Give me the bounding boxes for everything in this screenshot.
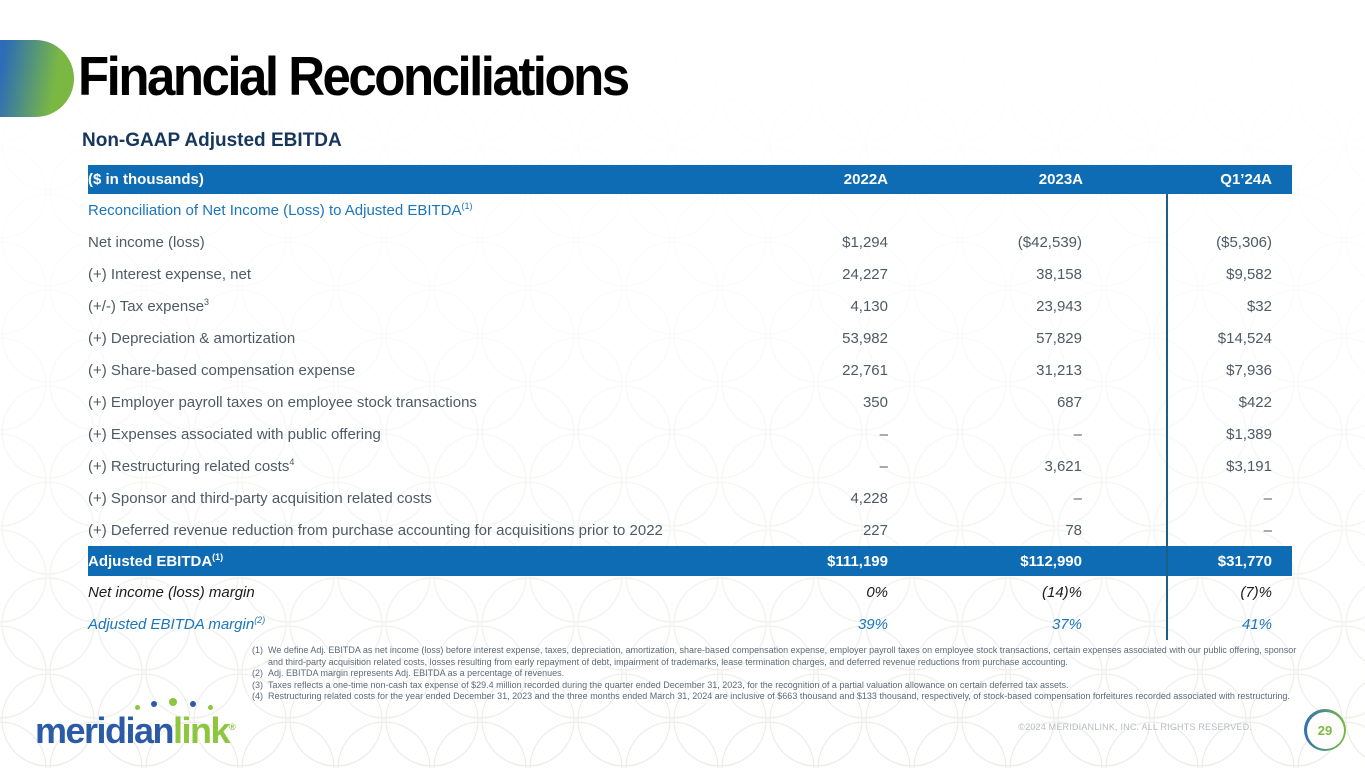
footnote-number: (2) [252, 668, 263, 678]
row-value: 38,158 [1036, 265, 1082, 283]
row-value: (14)% [1041, 583, 1082, 601]
row-value: ($42,539) [1017, 233, 1082, 251]
footnote-item [252, 680, 1302, 692]
row-value: 22,761 [842, 361, 888, 379]
row-value: – [879, 457, 888, 475]
page-number-badge [1304, 709, 1346, 751]
row-value: $14,524 [1167, 322, 1292, 354]
table-header-row [88, 165, 1292, 194]
logo-wordmark: meridianlink® [35, 710, 235, 751]
row-value [972, 194, 1167, 226]
row-value: 37% [1051, 615, 1082, 633]
row-label: (+) Expenses associated with public offering [88, 425, 381, 443]
table-row [88, 418, 1292, 450]
row-value: ($5,306) [1167, 226, 1292, 258]
total-row-label: Adjusted EBITDA$^{(1)}$ [88, 546, 768, 576]
row-value: $31,770 [1167, 546, 1292, 576]
row-value: 78 [1065, 521, 1082, 539]
footnote-number: (4) [252, 691, 263, 701]
row-value: 53,982 [842, 329, 888, 347]
row-value: 687 [1056, 393, 1082, 411]
table-row [88, 608, 1292, 640]
row-value: 31,213 [1036, 361, 1082, 379]
table-row [88, 450, 1292, 482]
row-value [1167, 194, 1292, 226]
footnotes [252, 645, 1302, 703]
footnote-text: Taxes reflects a one-time non-cash tax expense of $29.4 million recorded during the quarter ended December 31, 2023, for the recognition of a partial valuation allowance on certain deferred tax assets. [268, 679, 1069, 690]
row-value: 227 [862, 521, 888, 539]
row-value: $1,389 [1167, 418, 1292, 450]
footnote-item [252, 668, 1302, 680]
page-title: Financial Reconciliations [78, 45, 628, 107]
row-label: Adjusted EBITDA margin$^{(2)}$ [88, 614, 266, 633]
row-label: (+) Share-based compensation expense [88, 361, 356, 379]
copyright-notice: ©2024 MERIDIANLINK, INC. ALL RIGHTS RESERVED. [1018, 722, 1252, 732]
footnote-item [252, 645, 1302, 668]
row-value: 4,228 [850, 489, 888, 507]
table-row [88, 258, 1292, 290]
table-row [88, 482, 1292, 514]
section-label: Reconciliation of Net Income (Loss) to Adjusted EBITDA$^{(1)}$ [88, 200, 473, 219]
column-header-2022: 2022A [768, 165, 972, 194]
footnote-text: We define Adj. EBITDA as net income (loss) before interest expense, taxes, depreciation, amortization, share-based compensation expense, employer payroll taxes on employee stock transactions, certain expenses associated with our public offering, sponsor and third-party acquisition related costs, losses resulting from early repayment of debt, impairment of trademarks, lease termination charges, and deferred revenue reductions from purchase accounting. [268, 645, 1297, 667]
units-label: ($ in thousands) [88, 165, 768, 194]
row-value: $112,990 [972, 546, 1167, 576]
row-value: $111,199 [768, 546, 972, 576]
table-row [88, 514, 1292, 546]
table-row [88, 322, 1292, 354]
table-row [88, 546, 1292, 576]
row-value: – [879, 425, 888, 443]
row-value: 3,621 [1044, 457, 1082, 475]
row-value: 39% [857, 615, 888, 633]
table-row [88, 226, 1292, 258]
row-value: 4,130 [850, 297, 888, 315]
section-subtitle: Non-GAAP Adjusted EBITDA [82, 130, 342, 151]
row-value: – [1073, 425, 1082, 443]
column-header-2023: 2023A [972, 165, 1167, 194]
row-value: 0% [866, 583, 888, 601]
row-value: 350 [862, 393, 888, 411]
table-row [88, 290, 1292, 322]
table-row [88, 194, 1292, 226]
row-label: (+) Sponsor and third-party acquisition related costs [88, 489, 432, 507]
row-value: $9,582 [1167, 258, 1292, 290]
row-value: $32 [1167, 290, 1292, 322]
column-header-q124: Q1’24A [1167, 165, 1292, 194]
row-value [768, 194, 972, 226]
ebitda-reconciliation-table [88, 165, 1292, 640]
table-body [88, 194, 1292, 640]
row-value: 23,943 [1036, 297, 1082, 315]
row-value: $7,936 [1167, 354, 1292, 386]
page-number: 29 [1307, 712, 1344, 749]
footnote-number: (3) [252, 679, 263, 690]
row-label: (+) Interest expense, net [88, 265, 252, 283]
row-label: (+) Depreciation & amortization [88, 329, 296, 347]
row-label: Net income (loss) margin [88, 583, 255, 601]
footnote-item [252, 691, 1302, 703]
row-value: $3,191 [1167, 450, 1292, 482]
row-label: (+/-) Tax expense$^3$ [88, 296, 210, 315]
table-row [88, 354, 1292, 386]
row-value: 57,829 [1036, 329, 1082, 347]
row-value: – [1073, 489, 1082, 507]
row-label: Net income (loss) [88, 233, 205, 251]
row-value: $422 [1167, 386, 1292, 418]
table-row [88, 576, 1292, 608]
footnote-text: Adj. EBITDA margin represents Adj. EBITDA as a percentage of revenues. [268, 668, 565, 678]
row-value: $1,294 [842, 233, 888, 251]
row-label: (+) Deferred revenue reduction from purchase accounting for acquisitions prior to 2022 [88, 521, 663, 539]
table-row [88, 386, 1292, 418]
row-label: (+) Restructuring related costs$^4$ [88, 456, 295, 475]
row-value: 41% [1167, 608, 1292, 640]
row-value: 24,227 [842, 265, 888, 283]
footnote-number: (1) [252, 645, 263, 655]
row-value: (7)% [1167, 576, 1292, 608]
row-value: – [1167, 514, 1292, 546]
accent-shape [0, 40, 74, 117]
row-label: (+) Employer payroll taxes on employee stock transactions [88, 393, 477, 411]
footnote-text: Restructuring related costs for the year ended December 31, 2023 and the three months ended March 31, 2024 are inclusive of $663 thousand and $133 thousand, respectively, of stock-based compensation forfeitures recorded associated with restructuring. [268, 691, 1290, 701]
meridianlink-logo [35, 698, 255, 754]
row-value: – [1167, 482, 1292, 514]
